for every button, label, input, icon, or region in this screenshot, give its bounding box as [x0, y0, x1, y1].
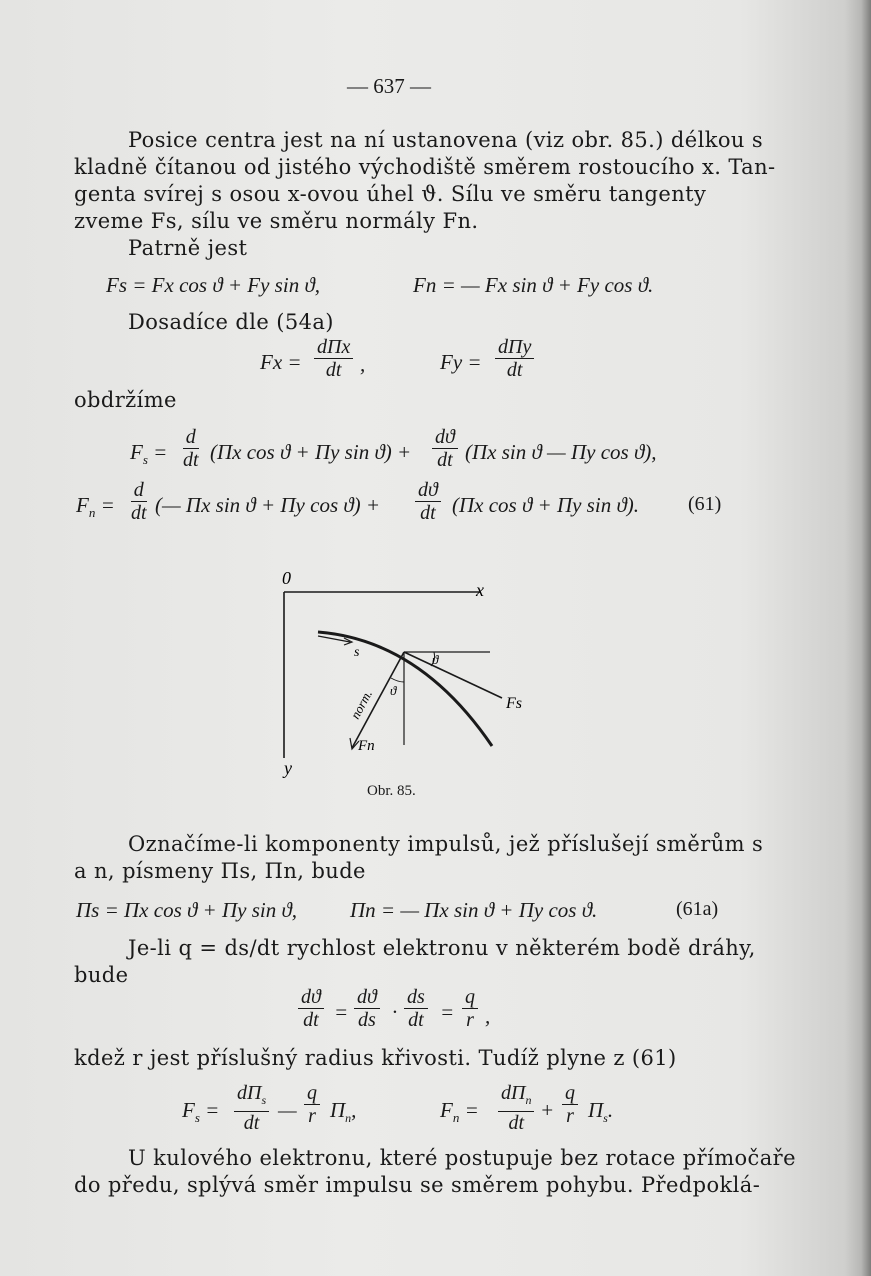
para1-line2: kladně čítanou od jistého východiště směrem rostoucího x. Tan- [74, 155, 776, 179]
equals-sign: = [334, 1000, 349, 1024]
figure-caption: Obr. 85. [367, 783, 416, 799]
dot-operator: · [392, 1000, 398, 1024]
page-number: — 637 — [347, 74, 431, 98]
equation-fs: Fs = Fx cos ϑ + Fy sin ϑ, [106, 273, 320, 297]
fraction-dtheta-dt: $\frac{dϑ}{dt}$ [432, 426, 458, 471]
fraction-q-r: $\frac{q}{r}$ [462, 986, 478, 1031]
para1-line3: genta svírej s osou x-ovou úhel ϑ. Sílu ve směru tangenty [74, 182, 707, 206]
fraction-ds-dt: $\frac{ds}{dt}$ [404, 986, 428, 1031]
para1-line4: zveme Fs, sílu ve směru normály Fn. [74, 209, 479, 233]
equation-label-61a: (61a) [676, 898, 719, 920]
figure-theta-mid-label: ϑ [390, 683, 397, 698]
fraction-numerator: dΠy [495, 336, 534, 359]
comma: , [360, 352, 366, 376]
para3-line2: bude [74, 963, 129, 987]
figure-x-axis-label: x [476, 580, 484, 600]
obdrzime-text: obdržíme [74, 388, 177, 412]
fraction-dtheta-dt: $\frac{dϑ}{dt}$ [298, 986, 324, 1031]
figure-norm-label: norm. [347, 687, 376, 722]
figure-origin-label: 0 [282, 568, 291, 588]
figure-s-label: s [354, 645, 360, 660]
fraction-dpix-dt [314, 336, 353, 381]
fraction-d-dt: $\frac{d}{dt}$ [131, 479, 147, 524]
equation-61-term1: (Πx cos ϑ + Πy sin ϑ) + [210, 440, 412, 464]
patrne-text: Patrně jest [128, 236, 248, 260]
fraction-denominator: dt [325, 359, 342, 381]
para5-line1: U kulového elektronu, které postupuje bez rotace přímočaře [128, 1146, 796, 1170]
fraction-dtheta-ds: $\frac{dϑ}{ds}$ [354, 986, 380, 1031]
para2-line1: Označíme-li komponenty impulsů, jež příslušejí směrům s [128, 832, 764, 856]
equation-fx-lhs: Fx = [260, 350, 302, 374]
figure-trajectory-curve [318, 632, 492, 746]
fraction-dtheta-dt: $\frac{dϑ}{dt}$ [415, 479, 441, 524]
para3-line1: Je-li q = ds/dt rychlost elektronu v některém bodě dráhy, [128, 936, 756, 960]
minus-sign: — [278, 1098, 297, 1122]
para4-text: kdež r jest příslušný radius křivosti. Tudíž plyne z (61) [74, 1046, 677, 1070]
fraction-q-r: $\frac{q}{r}$ [562, 1082, 578, 1127]
fraction-dpis-dt: $d\Pi_s$ dt [234, 1082, 269, 1134]
fraction-dpin-dt: $d\Pi_n$ dt [498, 1082, 534, 1134]
equation-61-fn-lhs: $F_n$ = [76, 493, 115, 521]
figure-theta-top-label: ϑ [432, 652, 439, 667]
para1-line1: Posice centra jest na ní ustanovena (viz obr. 85.) délkou s [128, 128, 764, 152]
page-edge [861, 0, 871, 1276]
figure-fs-label: Fs [506, 695, 522, 712]
para5-line2: do předu, splývá směr impulsu se směrem pohybu. Předpoklá- [74, 1173, 761, 1197]
equals-sign: = [440, 1000, 455, 1024]
equation-61-term4: (Πx cos ϑ + Πy sin ϑ). [452, 493, 639, 517]
para2-line2: a n, písmeny Πs, Πn, bude [74, 859, 366, 883]
equation-61-fs-lhs: $F_s$ = [130, 440, 168, 468]
fraction-q-r: $\frac{q}{r}$ [304, 1082, 320, 1127]
figure-fn-label: Fn [358, 738, 375, 754]
equation-pis: Πs = Πx cos ϑ + Πy sin ϑ, [76, 898, 298, 922]
equation-fs-final-pin: $\Pi_n$, [330, 1098, 357, 1126]
equation-fn: Fn = — Fx sin ϑ + Fy cos ϑ. [413, 273, 654, 297]
equation-61-term3: (— Πx sin ϑ + Πy cos ϑ) + [155, 493, 381, 517]
plus-sign: + [540, 1098, 555, 1122]
fraction-d-dt: $\frac{d}{dt}$ [183, 426, 199, 471]
equation-fs-final-lhs: $F_s$ = [182, 1098, 220, 1126]
fraction-dpiy-dt [495, 336, 534, 381]
fraction-numerator: dΠx [314, 336, 353, 359]
equation-fn-final-pis: $\Pi_s$. [588, 1098, 614, 1126]
comma: , [485, 1004, 491, 1028]
equation-pin: Πn = — Πx sin ϑ + Πy cos ϑ. [350, 898, 598, 922]
equation-fn-final-lhs: $F_n$ = [440, 1098, 479, 1126]
figure-y-axis-label: y [284, 758, 292, 778]
fraction-denominator: dt [506, 359, 523, 381]
figure-tangent-line [404, 652, 502, 698]
equation-fy-lhs: Fy = [440, 350, 482, 374]
equation-label-61: (61) [688, 493, 722, 515]
dosadice-text: Dosadíce dle (54a) [128, 310, 334, 334]
equation-61-term2: (Πx sin ϑ — Πy cos ϑ), [465, 440, 657, 464]
figure-85 [270, 560, 550, 810]
